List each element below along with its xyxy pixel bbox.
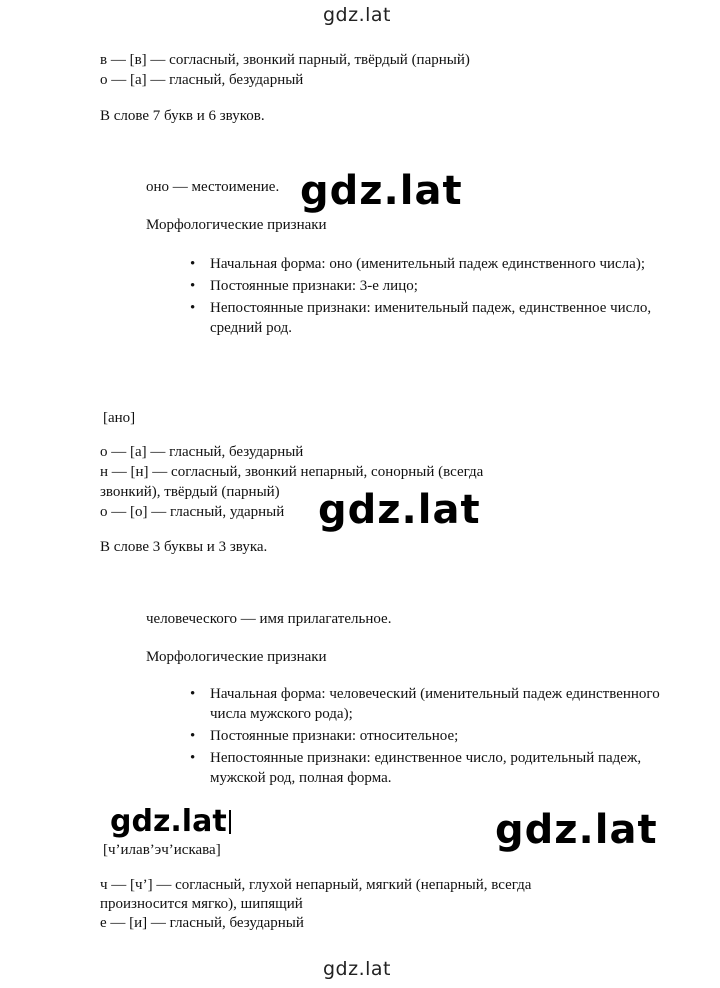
phonetic-line: звонкий), твёрдый (парный) [100,484,280,500]
list-item: • Непостоянные признаки: единственное число, родительный падеж, мужской род, полная форма. [174,748,664,788]
phonetic-line: в — [в] — согласный, звонкий парный, твёрдый (парный) [100,52,470,68]
morphology-heading: Морфологические признаки [146,649,327,665]
watermark-big-2: gdz.lat [318,487,481,533]
word-definition: человеческого — имя прилагательное. [146,611,392,627]
phonetic-line: н — [н] — согласный, звонкий непарный, сонорный (всегда [100,464,484,480]
phonetic-line: ч — [ч’] — согласный, глухой непарный, мягкий (непарный, всегда [100,877,532,893]
phonetic-line: о — [а] — гласный, безударный [100,444,304,460]
transcription: [ч’илав’эч’искава] [103,842,221,858]
watermark-top: gdz.lat [323,4,392,26]
watermark-mid: gdz.lat [110,804,231,839]
morphology-list [174,254,674,340]
list-item: • Постоянные признаки: относительное; [174,726,664,746]
phonetic-line: произносится мягко), шипящий [100,896,303,912]
phonetic-summary: В слове 7 букв и 6 звуков. [100,108,265,124]
watermark-big-1: gdz.lat [300,168,463,214]
morphology-heading: Морфологические признаки [146,217,327,233]
watermark-big-3: gdz.lat [495,807,658,853]
transcription: [ано] [103,410,136,426]
phonetic-line: о — [а] — гласный, безударный [100,72,304,88]
phonetic-summary: В слове 3 буквы и 3 звука. [100,539,268,555]
phonetic-line: е — [и] — гласный, безударный [100,915,304,931]
list-item: • Постоянные признаки: 3-е лицо; [174,276,674,296]
list-item: • Начальная форма: оно (именительный падеж единственного числа); [174,254,674,274]
list-item: • Начальная форма: человеческий (именительный падеж единственного числа мужского рода); [174,684,664,724]
morphology-list [174,684,664,790]
text-cursor [229,810,231,834]
watermark-bottom: gdz.lat [323,958,392,980]
list-item: • Непостоянные признаки: именительный падеж, единственное число, средний род. [174,298,674,338]
phonetic-line: о — [о] — гласный, ударный [100,504,285,520]
word-definition: оно — местоимение. [146,179,280,195]
